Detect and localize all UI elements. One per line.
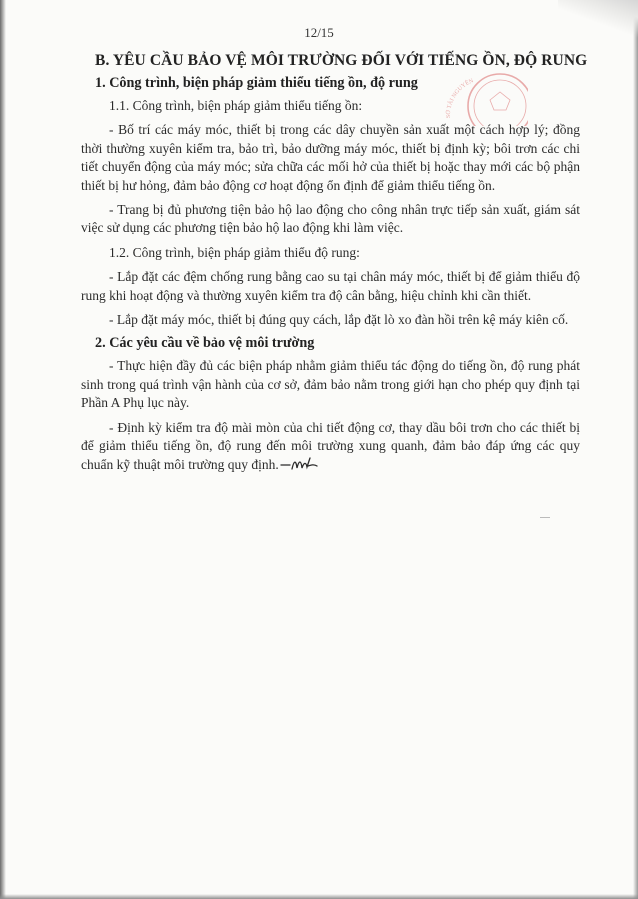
scan-edge-right (633, 0, 638, 899)
paragraph-1-2-a: - Lắp đặt các đệm chống rung bằng cao su tại chân máy móc, thiết bị để giảm thiểu độ rung khi hoạt động và thường xuyên kiểm tra độ cân bằng, hiệu chỉnh khi cần thiết. (81, 269, 580, 303)
initials-signature-icon (280, 456, 320, 472)
paragraph-2-a: - Thực hiện đầy đủ các biện pháp nhằm giảm thiểu tác động do tiếng ồn, độ rung phát sinh trong quá trình vận hành của cơ sở, đảm bảo nằm trong giới hạn cho phép quy định tại Phần A Phụ lục này. (81, 358, 580, 411)
subsection-1-1-title: 1.1. Công trình, biện pháp giảm thiểu tiếng ồn: (109, 98, 363, 113)
section-2-heading: 2. Các yêu cầu về bảo vệ môi trường (95, 335, 315, 352)
paragraph-2-b-text: - Định kỳ kiểm tra độ mài mòn của chi tiết động cơ, thay dầu bôi trơn cho các thiết bị để giảm thiểu tiếng ồn, độ rung đến môi trường xung quanh, đảm bảo đáp ứng các quy chuẩn kỹ thuật môi trường quy định. (81, 419, 580, 472)
paragraph-2-b (81, 419, 580, 474)
section-title: B. YÊU CẦU BẢO VỆ MÔI TRƯỜNG ĐỐI VỚI TIẾNG ỒN, ĐỘ RUNG (95, 52, 588, 69)
paragraph-1-2-b: - Lắp đặt máy móc, thiết bị đúng quy cách, lắp đặt lò xo đàn hồi trên kệ máy kiên cố. (109, 312, 569, 328)
section-1-heading: 1. Công trình, biện pháp giảm thiểu tiếng ồn, độ rung (95, 75, 418, 91)
scan-smudge (540, 517, 550, 518)
page-number: 12/15 (304, 25, 334, 40)
document-body (81, 52, 588, 480)
paragraph-1-1-a: - Bố trí các máy móc, thiết bị trong các dây chuyền sản xuất một cách hợp lý; đồng thời thường xuyên kiểm tra, bảo trì, bảo dưỡng máy móc, thiết bị định kỳ; bôi trơn các chi tiết chuyển động của máy móc; sửa chữa các mối hở của thiết bị hoặc thay mới các bộ phận thiết bị hư hỏng, đảm bảo động cơ hoạt động ổn định để giảm thiểu tiếng ồn. (81, 122, 580, 193)
scan-edge-bottom (0, 894, 638, 899)
subsection-1-2-title: 1.2. Công trình, biện pháp giảm thiểu độ rung: (109, 244, 360, 260)
stamp-text: SỞ TÀI NGUYÊN (445, 78, 475, 119)
scan-edge-left (0, 0, 6, 899)
paragraph-1-1-b: - Trang bị đủ phương tiện bảo hộ lao động cho công nhân trực tiếp sản xuất, giám sát việc sử dụng các phương tiện bảo hộ lao động khi làm việc. (81, 202, 580, 236)
